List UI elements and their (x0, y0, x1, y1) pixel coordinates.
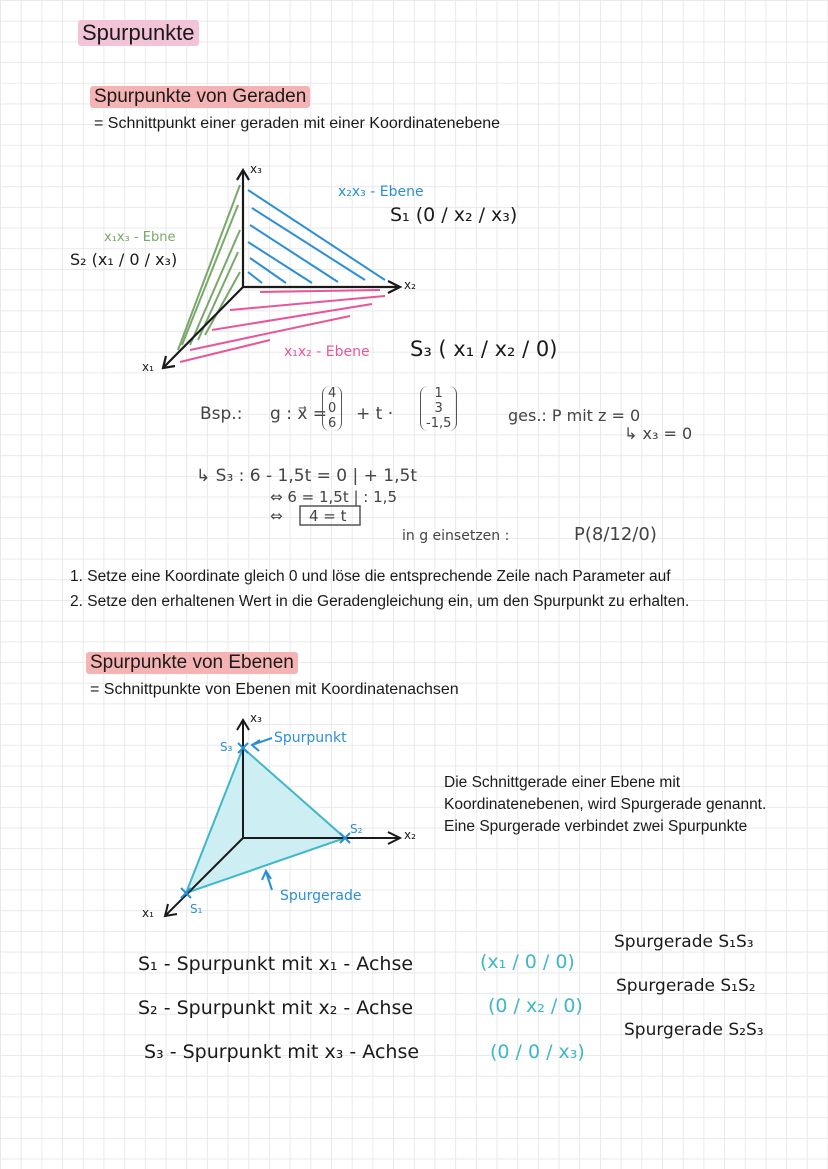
s2-point-label: S₂ (350, 822, 363, 836)
axis-x2-label: x₂ (404, 278, 416, 292)
vector-b (420, 386, 457, 431)
s3-point-label: S₃ (220, 740, 233, 754)
step-3-result: 4 = t (309, 507, 347, 525)
section2-heading: Spurpunkte von Ebenen (86, 652, 298, 674)
plus-t: + t · (356, 404, 394, 424)
vector-a-3: 6 (328, 416, 337, 431)
plane-x2x3-label: x₂x₃ - Ebene (338, 184, 424, 200)
x1x3-plane-hatching (178, 185, 240, 350)
vector-b-1: 1 (434, 386, 443, 401)
section2-definition: = Schnittpunkte von Ebenen mit Koordinatenachsen (90, 681, 459, 698)
s2-label: S₂ (x₁ / 0 / x₃) (70, 250, 178, 269)
spurpunkt-coord-3: (0 / 0 / x₃) (490, 1041, 585, 1063)
spurpunkt-coord-2: (0 / x₂ / 0) (488, 995, 583, 1017)
step-3-prefix: ⇔ (270, 507, 283, 525)
spurgerade-s1s2: Spurgerade S₁S₂ (616, 976, 756, 996)
step-1: ↳ S₃ : 6 - 1,5t = 0 | + 1,5t (196, 466, 417, 486)
note-line-1: Die Schnittgerade einer Ebene mit (444, 774, 681, 791)
page-title: Spurpunkte (78, 20, 199, 46)
given-condition: ges.: P mit z = 0 (508, 406, 641, 425)
spurgerade-s2s3: Spurgerade S₂S₃ (624, 1020, 764, 1040)
given-condition-2: ↳ x₃ = 0 (624, 424, 693, 443)
spurpunkte-diagram (165, 720, 400, 916)
spurpunkt-item-1: S₁ - Spurpunkt mit x₁ - Achse (138, 953, 414, 975)
spurgerade-note (444, 772, 766, 838)
step-instruction-2: 2. Setze den erhaltenen Wert in die Geradengleichung ein, um den Spurpunkt zu erhalten. (70, 593, 690, 610)
spurgerade-label: Spurgerade (280, 888, 362, 904)
example-label: Bsp.: (200, 404, 243, 424)
vector-a (322, 386, 342, 431)
result-point: P(8/12/0) (574, 524, 657, 545)
axis2-x3-label: x₃ (250, 711, 262, 725)
vector-b-3: -1,5 (426, 416, 452, 431)
axis-x3-label: x₃ (250, 162, 262, 176)
section1-definition: = Schnittpunkt einer geraden mit einer Koordinatenebene (94, 115, 501, 132)
vector-b-2: 3 (434, 401, 443, 416)
g-prefix: g : x⃗ = (270, 404, 328, 424)
vector-a-2: 0 (328, 401, 337, 416)
spurpunkt-coord-1: (x₁ / 0 / 0) (480, 951, 575, 973)
spurpunkt-item-2: S₂ - Spurpunkt mit x₂ - Achse (138, 997, 414, 1019)
note-line-2: Koordinatenebenen, wird Spurgerade genannt. (444, 796, 767, 813)
plane-x1x2-label: x₁x₂ - Ebene (284, 344, 370, 360)
x2x3-plane-hatching (248, 190, 385, 283)
spurpunkt-label: Spurpunkt (274, 730, 347, 746)
axis-x1-label: x₁ (142, 360, 154, 374)
note-line-3: Eine Spurgerade verbindet zwei Spurpunkte (444, 818, 748, 835)
plane-x1x3-label: x₁x₃ - Ebne (104, 230, 176, 245)
s1-label: S₁ (0 / x₂ / x₃) (390, 204, 518, 226)
s1-point-label: S₁ (190, 902, 203, 916)
axis2-x1-label: x₁ (142, 906, 154, 920)
section1-heading: Spurpunkte von Geraden (90, 86, 310, 108)
s3-label: S₃ ( x₁ / x₂ / 0) (410, 337, 558, 361)
axis2-x2-label: x₂ (404, 828, 416, 842)
step-instruction-1: 1. Setze eine Koordinate gleich 0 und löse die entsprechende Zeile nach Parameter auf (70, 568, 671, 585)
step-2: ⇔ 6 = 1,5t | : 1,5 (270, 488, 397, 506)
insert-label: in g einsetzen : (402, 528, 510, 544)
spurpunkt-item-3: S₃ - Spurpunkt mit x₃ - Achse (144, 1041, 420, 1063)
spurgerade-s1s3: Spurgerade S₁S₃ (614, 932, 754, 952)
vector-a-1: 4 (328, 386, 337, 401)
